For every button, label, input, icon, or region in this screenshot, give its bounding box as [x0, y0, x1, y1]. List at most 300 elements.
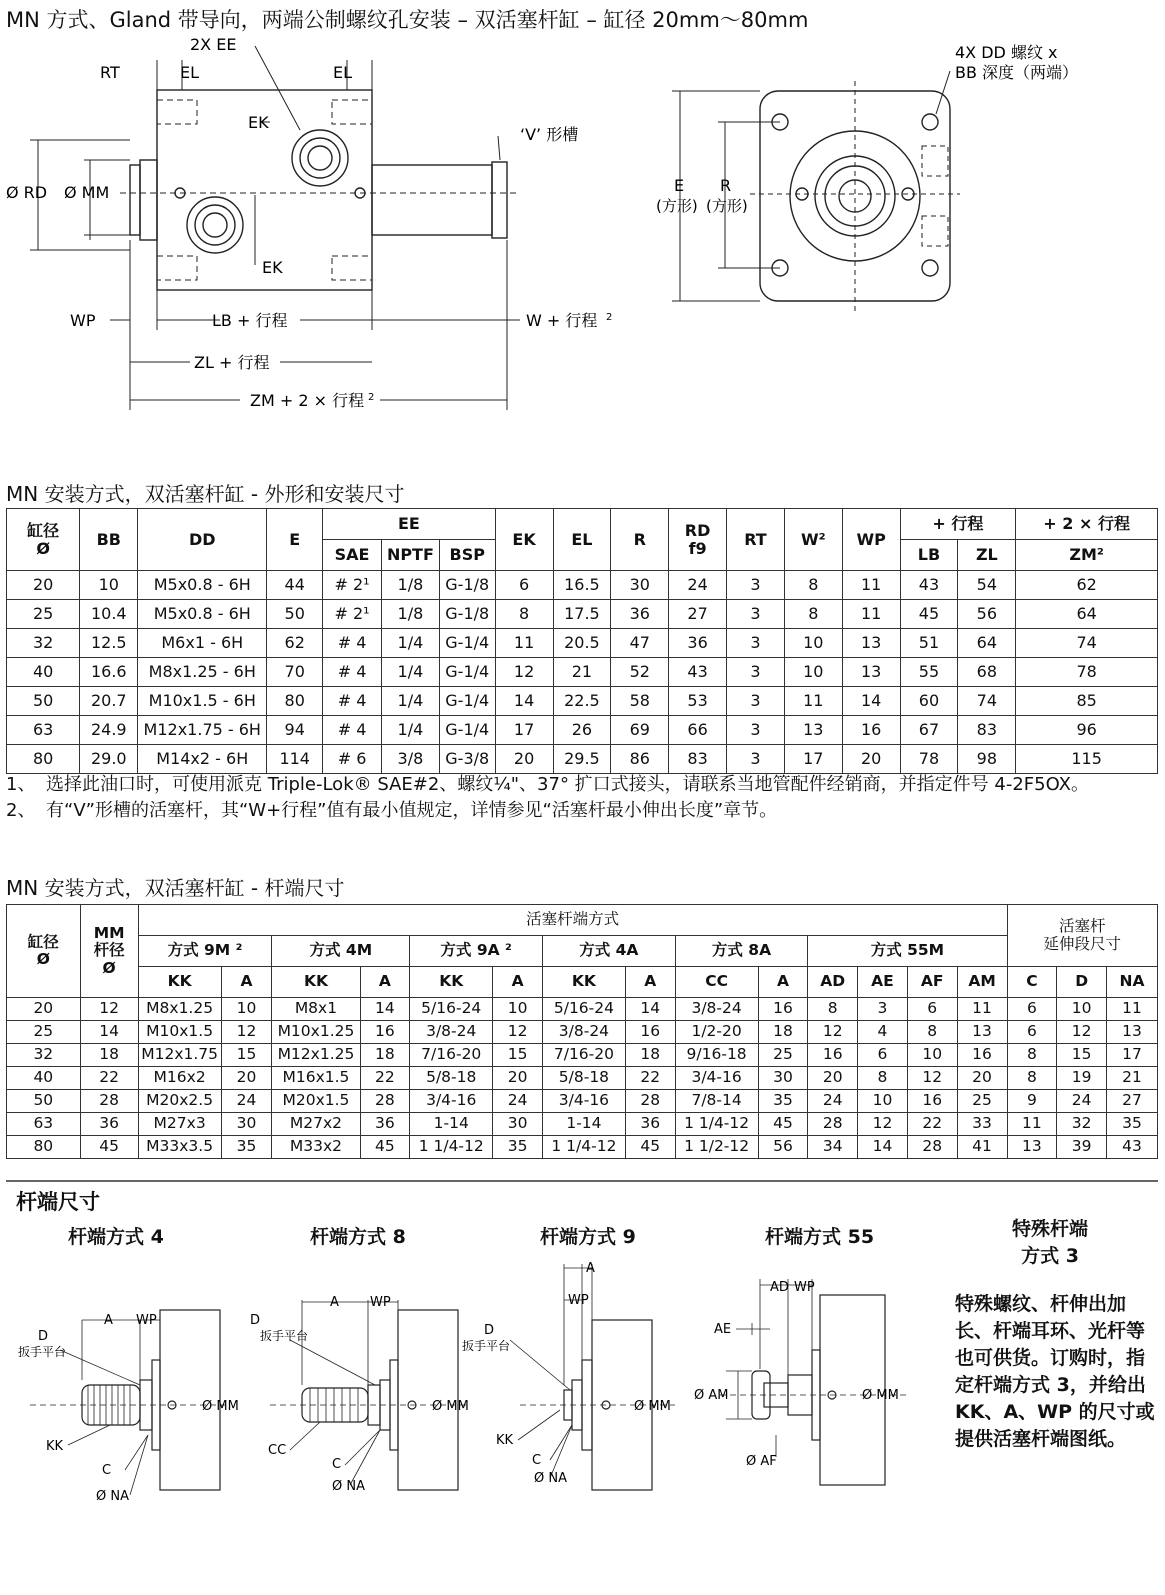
table-cell: 10 [493, 998, 543, 1021]
table-row [7, 600, 1158, 629]
rod4-wp-label: WP [136, 1313, 157, 1328]
table-cell: 16 [625, 1021, 675, 1044]
table-cell: 22 [80, 1067, 138, 1090]
table-cell: 20 [221, 1067, 272, 1090]
table-cell: 55 [900, 658, 958, 687]
table-cell: 3 [858, 998, 908, 1021]
table-cell: 64 [1016, 600, 1158, 629]
table-cell: 70 [267, 658, 323, 687]
table2-title: MN 安装方式，双活塞杆缸 - 杆端尺寸 [6, 876, 345, 900]
table-cell: 30 [221, 1113, 272, 1136]
table-cell: 17 [495, 716, 553, 745]
lb-label: LB + 行程 [212, 311, 288, 330]
table-cell: M10x1.5 [138, 1021, 221, 1044]
table-cell: G-1/4 [439, 716, 495, 745]
table-cell: 25 [957, 1090, 1007, 1113]
table-cell: 24 [808, 1090, 858, 1113]
rod4-a-label: A [104, 1313, 113, 1328]
table-row [7, 998, 1158, 1021]
rod-style-4-drawing [0, 1300, 240, 1560]
rod-style-8-drawing [240, 1290, 480, 1550]
rod8-d-label: D [250, 1313, 261, 1328]
w-label: W + 行程 [526, 311, 598, 330]
table-cell: M8x1 [272, 998, 360, 1021]
table-cell: 32 [1057, 1113, 1107, 1136]
table-cell: 69 [611, 716, 669, 745]
table-cell: 1/8 [382, 600, 440, 629]
dd-label-line1: 4X DD 螺纹 x [955, 43, 1058, 62]
table-cell: 54 [958, 571, 1016, 600]
table-cell: 40 [7, 1067, 81, 1090]
table-cell: 45 [758, 1113, 808, 1136]
table-cell: 30 [758, 1067, 808, 1090]
table-cell: 30 [611, 571, 669, 600]
table-cell: 50 [7, 687, 80, 716]
rod4-mm-label: Ø MM [202, 1399, 239, 1414]
zl-label: ZL + 行程 [194, 353, 270, 372]
table-cell: 26 [553, 716, 611, 745]
table-row [7, 716, 1158, 745]
rod8-cc-label: CC [268, 1443, 287, 1458]
header-bb: BB [80, 509, 138, 571]
table-cell: 7/8-14 [675, 1090, 758, 1113]
table-cell: 43 [669, 658, 727, 687]
table-cell: M14x2 - 6H [138, 745, 267, 774]
table-cell: 12 [80, 998, 138, 1021]
table-cell: 16.5 [553, 571, 611, 600]
table-cell: 14 [495, 687, 553, 716]
dd-label-line2: BB 深度（两端） [955, 63, 1079, 82]
table-cell: 3 [727, 716, 785, 745]
wp-label: WP [70, 311, 96, 330]
table-cell: 8 [784, 571, 842, 600]
table-cell: 1/4 [382, 629, 440, 658]
table-cell: 11 [1007, 1113, 1057, 1136]
table-cell: 28 [808, 1113, 858, 1136]
table-cell: 78 [1016, 658, 1158, 687]
table-cell: M10x1.25 [272, 1021, 360, 1044]
table-cell: 34 [808, 1136, 858, 1159]
table-row [7, 1021, 1158, 1044]
table-cell: 3/8-24 [542, 1021, 625, 1044]
table-cell: 10.4 [80, 600, 138, 629]
t2-header-8a: 方式 8A [675, 936, 808, 967]
table-cell: 62 [267, 629, 323, 658]
table-cell: 18 [625, 1044, 675, 1067]
t2-header-kk: KK [410, 967, 493, 998]
table-cell: 1 1/2-12 [675, 1136, 758, 1159]
table-cell: 1/4 [382, 658, 440, 687]
rod55-mm-label: Ø MM [862, 1388, 899, 1403]
table-cell: 66 [669, 716, 727, 745]
table-cell: 35 [493, 1136, 543, 1159]
table-cell: 44 [267, 571, 323, 600]
rod9-d-label: D [484, 1323, 495, 1338]
t2-header-9a: 方式 9A ² [410, 936, 543, 967]
table-cell: 7/16-20 [410, 1044, 493, 1067]
table-cell: 50 [267, 600, 323, 629]
table-cell: 83 [669, 745, 727, 774]
table-cell: M16x1.5 [272, 1067, 360, 1090]
table-cell: 80 [267, 687, 323, 716]
table-cell: 86 [611, 745, 669, 774]
table-cell: 36 [669, 629, 727, 658]
header-bsp: BSP [439, 540, 495, 571]
table-cell: 36 [360, 1113, 410, 1136]
header-nptf: NPTF [382, 540, 440, 571]
table-cell: 14 [858, 1136, 908, 1159]
table-cell: 36 [625, 1113, 675, 1136]
table-cell: 35 [758, 1090, 808, 1113]
table-cell: 24 [493, 1090, 543, 1113]
table-cell: M5x0.8 - 6H [138, 600, 267, 629]
table-cell: 40 [7, 658, 80, 687]
table-cell: 29.0 [80, 745, 138, 774]
table-cell: 36 [80, 1113, 138, 1136]
header-e: E [267, 509, 323, 571]
dimensions-table [6, 508, 1158, 774]
table-cell: 63 [7, 716, 80, 745]
table-cell: 43 [1107, 1136, 1158, 1159]
table-cell: 63 [7, 1113, 81, 1136]
table-cell: 8 [784, 600, 842, 629]
table-cell: 28 [907, 1136, 957, 1159]
table-cell: 20 [842, 745, 900, 774]
table-cell: 18 [360, 1044, 410, 1067]
rod-style-4-label: 杆端方式 4 [68, 1226, 164, 1248]
table-cell: 74 [1016, 629, 1158, 658]
table-cell: 12 [493, 1021, 543, 1044]
table-cell: 10 [80, 571, 138, 600]
table-cell: 68 [958, 658, 1016, 687]
table-cell: 14 [625, 998, 675, 1021]
table-cell: 56 [758, 1136, 808, 1159]
t2-header-a: A [758, 967, 808, 998]
rod9-wp-label: WP [568, 1293, 589, 1308]
w-superscript: 2 [606, 312, 613, 323]
table-cell: 50 [7, 1090, 81, 1113]
table-cell: 3/4-16 [542, 1090, 625, 1113]
table-cell: 13 [784, 716, 842, 745]
table-cell: 1-14 [410, 1113, 493, 1136]
table-cell: G-1/4 [439, 687, 495, 716]
table-cell: 20.7 [80, 687, 138, 716]
table-cell: 1-14 [542, 1113, 625, 1136]
table-cell: 45 [80, 1136, 138, 1159]
table-cell: 3 [727, 745, 785, 774]
footnote-2: 2、 有“V”形槽的活塞杆，其“W+行程”值有最小值规定，详情参见“活塞杆最小伸出长度”章节。 [6, 800, 778, 821]
table-cell: 25 [758, 1044, 808, 1067]
table-cell: 115 [1016, 745, 1158, 774]
table-cell: 9/16-18 [675, 1044, 758, 1067]
table-cell: 3 [727, 687, 785, 716]
rod55-af-label: Ø AF [746, 1454, 777, 1469]
table-cell: M16x2 [138, 1067, 221, 1090]
footnotes [6, 772, 1156, 824]
table-cell: 24 [669, 571, 727, 600]
table-cell: 13 [957, 1021, 1007, 1044]
table-cell: 11 [495, 629, 553, 658]
table-cell: 114 [267, 745, 323, 774]
table-cell: 16 [957, 1044, 1007, 1067]
table-cell: 47 [611, 629, 669, 658]
el-right-label: EL [333, 63, 353, 82]
table-cell: G-1/4 [439, 658, 495, 687]
table-cell: 13 [1107, 1021, 1158, 1044]
t2-header-a: A [625, 967, 675, 998]
table-cell: 11 [957, 998, 1007, 1021]
table-cell: 8 [907, 1021, 957, 1044]
rod4-d-label: D [38, 1329, 49, 1344]
cylinder-side-view-drawing [0, 30, 640, 450]
table-cell: 62 [1016, 571, 1158, 600]
table-cell: 3/8-24 [675, 998, 758, 1021]
table-cell: 52 [611, 658, 669, 687]
table-cell: 19 [1057, 1067, 1107, 1090]
rod55-wp-label: WP [794, 1280, 815, 1295]
rod55-ad-label: AD [770, 1280, 789, 1295]
header-plus2-stroke: + 2 × 行程 [1016, 509, 1158, 540]
table-row [7, 745, 1158, 774]
table-cell: 10 [1057, 998, 1107, 1021]
table-row [7, 1067, 1158, 1090]
table-cell: G-1/8 [439, 571, 495, 600]
rod-style-9-drawing [460, 1260, 690, 1500]
header-zm: ZM² [1016, 540, 1158, 571]
t2-header-55m: 方式 55M [808, 936, 1007, 967]
header-lb: LB [900, 540, 958, 571]
table-cell: 22 [907, 1113, 957, 1136]
table-cell: 13 [1007, 1136, 1057, 1159]
table-row [7, 658, 1158, 687]
table-cell: 22 [625, 1067, 675, 1090]
table-cell: 10 [784, 658, 842, 687]
rt-label: RT [100, 63, 120, 82]
table-cell: 20.5 [553, 629, 611, 658]
table-cell: M20x1.5 [272, 1090, 360, 1113]
rod-style-8-label: 杆端方式 8 [310, 1226, 406, 1248]
header-dd: DD [138, 509, 267, 571]
special-rod-text: 特殊螺纹、杆伸出加长、杆端耳环、光杆等也可供货。订购时，指定杆端方式 3，并给出 KK、A、WP 的尺寸或提供活塞杆端图纸。 [955, 1293, 1155, 1450]
r-label: R [720, 176, 732, 195]
t2-header-a: A [221, 967, 272, 998]
table-cell: 12 [495, 658, 553, 687]
table-row [7, 687, 1158, 716]
table-cell: G-3/8 [439, 745, 495, 774]
t2-header-na: NA [1107, 967, 1158, 998]
table-cell: 12 [1057, 1021, 1107, 1044]
table-cell: 30 [493, 1113, 543, 1136]
table-cell: M5x0.8 - 6H [138, 571, 267, 600]
table-cell: 20 [493, 1067, 543, 1090]
table-cell: M6x1 - 6H [138, 629, 267, 658]
table-cell: 20 [495, 745, 553, 774]
cylinder-end-view-drawing [650, 36, 1150, 326]
table-cell: 45 [900, 600, 958, 629]
footnote-1: 1、 选择此油口时，可使用派克 Triple-Lok® SAE#2、螺纹¼"、37° 扩口式接头，请联系当地管配件经销商，并指定件号 4-2F5OX。 [6, 774, 1089, 795]
table-cell: 3/4-16 [410, 1090, 493, 1113]
t2-header-rodend: 活塞杆端方式 [138, 905, 1007, 936]
t2-header-mm: MM 杆径 Ø [80, 905, 138, 998]
table-cell: 29.5 [553, 745, 611, 774]
rod8-mm-label: Ø MM [432, 1399, 469, 1414]
table-cell: 78 [900, 745, 958, 774]
rod4-c-label: C [102, 1463, 112, 1478]
table-cell: 10 [858, 1090, 908, 1113]
table-cell: 94 [267, 716, 323, 745]
table-cell: 35 [221, 1136, 272, 1159]
table-cell: 8 [858, 1067, 908, 1090]
table-cell: M12x1.75 - 6H [138, 716, 267, 745]
table-cell: 18 [758, 1021, 808, 1044]
table-cell: 28 [625, 1090, 675, 1113]
table-cell: 27 [1107, 1090, 1158, 1113]
table-cell: 17 [1107, 1044, 1158, 1067]
table-cell: 27 [669, 600, 727, 629]
table-row [7, 1044, 1158, 1067]
rod9-flat-label: 扳手平台 [462, 1339, 511, 1353]
table-cell: 24.9 [80, 716, 138, 745]
table-cell: 12 [858, 1113, 908, 1136]
rod8-na-label: Ø NA [332, 1479, 365, 1494]
table-cell: 53 [669, 687, 727, 716]
rod4-na-label: Ø NA [96, 1489, 129, 1504]
header-wp: WP [842, 509, 900, 571]
table-cell: 21 [553, 658, 611, 687]
table-cell: 10 [784, 629, 842, 658]
t2-header-kk: KK [138, 967, 221, 998]
table-cell: 3 [727, 571, 785, 600]
zm-label: ZM + 2 × 行程 [250, 391, 365, 410]
table-cell: 11 [784, 687, 842, 716]
table-cell: 18 [80, 1044, 138, 1067]
table-cell: 80 [7, 745, 80, 774]
table-cell: G-1/4 [439, 629, 495, 658]
rod9-na-label: Ø NA [534, 1471, 567, 1486]
rod4-kk-label: KK [46, 1439, 64, 1454]
table-cell: 3 [727, 658, 785, 687]
table-cell: 1/2-20 [675, 1021, 758, 1044]
table-cell: 85 [1016, 687, 1158, 716]
table-cell: 5/8-18 [542, 1067, 625, 1090]
table-cell: 25 [7, 1021, 81, 1044]
rod-style-55-drawing [690, 1275, 930, 1515]
table-cell: # 4 [323, 716, 382, 745]
table-cell: 28 [80, 1090, 138, 1113]
table-cell: M10x1.5 - 6H [138, 687, 267, 716]
table-cell: 11 [842, 571, 900, 600]
table-cell: 67 [900, 716, 958, 745]
rod9-mm-label: Ø MM [634, 1399, 671, 1414]
table-cell: 41 [957, 1136, 1007, 1159]
table-cell: 3 [727, 629, 785, 658]
table-cell: 1 1/4-12 [675, 1113, 758, 1136]
table-cell: 33 [957, 1113, 1007, 1136]
table-cell: 45 [625, 1136, 675, 1159]
table-cell: M33x2 [272, 1136, 360, 1159]
table-cell: 24 [1057, 1090, 1107, 1113]
table-cell: 6 [1007, 1021, 1057, 1044]
table-cell: 32 [7, 1044, 81, 1067]
table-cell: 10 [907, 1044, 957, 1067]
t2-header-ae: AE [858, 967, 908, 998]
table-cell: G-1/8 [439, 600, 495, 629]
table-cell: 5/8-18 [410, 1067, 493, 1090]
header-r: R [611, 509, 669, 571]
table-cell: 1 1/4-12 [542, 1136, 625, 1159]
table-cell: 64 [958, 629, 1016, 658]
table-cell: 20 [7, 571, 80, 600]
rd-label: Ø RD [6, 183, 48, 202]
table-cell: M27x3 [138, 1113, 221, 1136]
table-row [7, 1090, 1158, 1113]
table-row [7, 571, 1158, 600]
t2-header-extension: 活塞杆 延伸段尺寸 [1007, 905, 1157, 967]
table-cell: 1/8 [382, 571, 440, 600]
table-cell: 13 [842, 629, 900, 658]
table-cell: M8x1.25 - 6H [138, 658, 267, 687]
table-cell: 96 [1016, 716, 1158, 745]
table-cell: M12x1.75 [138, 1044, 221, 1067]
t2-header-d: D [1057, 967, 1107, 998]
ek-top-label: EK [248, 113, 269, 132]
table-cell: 15 [493, 1044, 543, 1067]
table-cell: 17.5 [553, 600, 611, 629]
table-cell: 24 [221, 1090, 272, 1113]
table-cell: # 4 [323, 658, 382, 687]
table-cell: 10 [221, 998, 272, 1021]
rod-section-title: 杆端尺寸 [16, 1190, 100, 1214]
table-cell: 45 [360, 1136, 410, 1159]
table-cell: # 2¹ [323, 600, 382, 629]
table-cell: 98 [958, 745, 1016, 774]
zm-superscript: 2 [368, 392, 375, 403]
table-cell: 20 [7, 998, 81, 1021]
header-el: EL [553, 509, 611, 571]
rod8-c-label: C [332, 1457, 342, 1472]
table-cell: 3/8 [382, 745, 440, 774]
table-cell: 8 [1007, 1067, 1057, 1090]
table-row [7, 629, 1158, 658]
t2-header-af: AF [907, 967, 957, 998]
table-cell: 11 [1107, 998, 1158, 1021]
table-cell: 11 [842, 600, 900, 629]
table-cell: 14 [80, 1021, 138, 1044]
table-cell: 56 [958, 600, 1016, 629]
table-cell: 39 [1057, 1136, 1107, 1159]
table-cell: 12 [907, 1067, 957, 1090]
table-cell: 74 [958, 687, 1016, 716]
header-rt: RT [727, 509, 785, 571]
rod8-wp-label: WP [370, 1295, 391, 1310]
header-bore: 缸径 Ø [7, 509, 80, 571]
section-divider [6, 1180, 1158, 1182]
table-row [7, 1136, 1158, 1159]
t2-header-a: A [493, 967, 543, 998]
table-cell: 9 [1007, 1090, 1057, 1113]
table-cell: # 6 [323, 745, 382, 774]
t2-header-kk: KK [542, 967, 625, 998]
table-cell: 7/16-20 [542, 1044, 625, 1067]
t2-header-kk: KK [272, 967, 360, 998]
table-cell: 3/4-16 [675, 1067, 758, 1090]
table-cell: 8 [1007, 1044, 1057, 1067]
vgroove-label: ‘V’ 形槽 [520, 125, 579, 144]
header-rd: RD f9 [669, 509, 727, 571]
table-cell: 1 1/4-12 [410, 1136, 493, 1159]
table-cell: 60 [900, 687, 958, 716]
rod9-c-label: C [532, 1453, 542, 1468]
